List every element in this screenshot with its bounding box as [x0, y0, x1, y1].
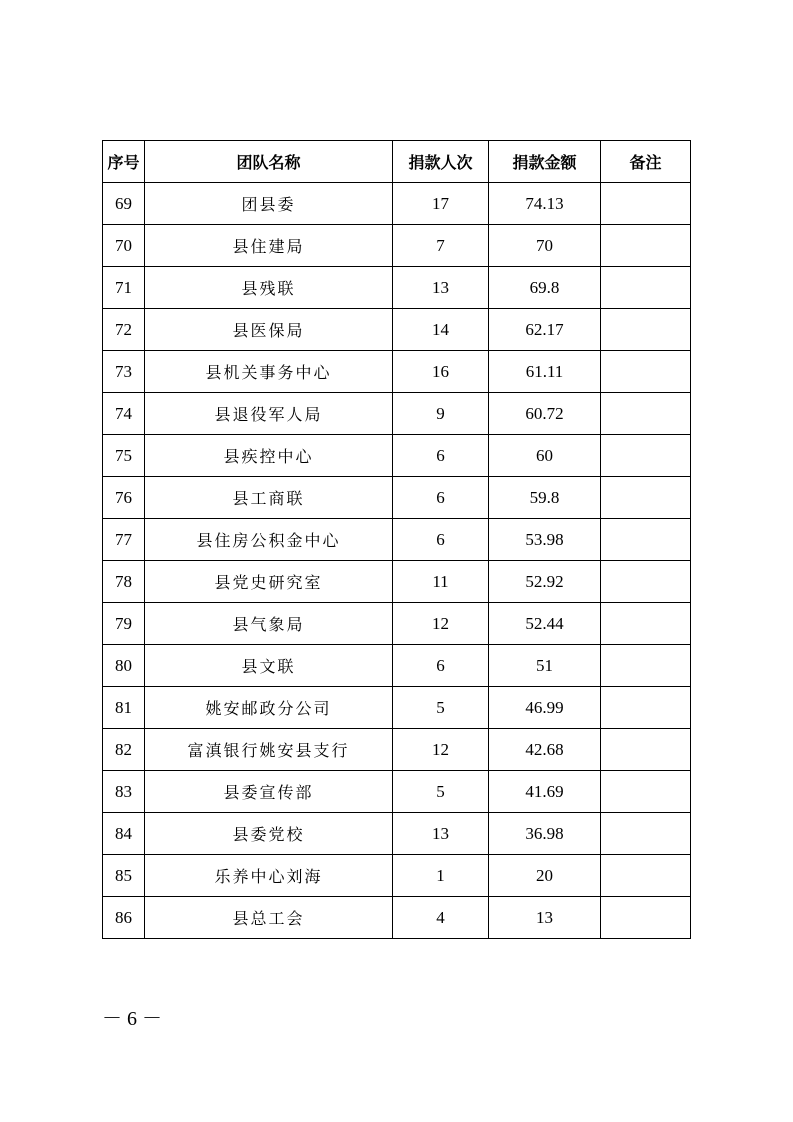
cell-donor-count: 6: [393, 645, 489, 687]
cell-donation-amount: 74.13: [489, 183, 601, 225]
cell-team-name: 县委宣传部: [145, 771, 393, 813]
cell-team-name: 县住房公积金中心: [145, 519, 393, 561]
cell-note: [601, 687, 691, 729]
cell-donor-count: 6: [393, 477, 489, 519]
header-donation-amount: 捐款金额: [489, 141, 601, 183]
cell-team-name: 县委党校: [145, 813, 393, 855]
cell-team-name: 乐养中心刘海: [145, 855, 393, 897]
cell-index: 79: [103, 603, 145, 645]
cell-team-name: 县党史研究室: [145, 561, 393, 603]
cell-note: [601, 729, 691, 771]
cell-donation-amount: 20: [489, 855, 601, 897]
cell-index: 75: [103, 435, 145, 477]
table-row: [103, 225, 691, 267]
cell-team-name: 县医保局: [145, 309, 393, 351]
cell-donor-count: 4: [393, 897, 489, 939]
cell-team-name: 县住建局: [145, 225, 393, 267]
table-row: [103, 267, 691, 309]
cell-index: 85: [103, 855, 145, 897]
cell-note: [601, 183, 691, 225]
cell-donation-amount: 36.98: [489, 813, 601, 855]
table-row: [103, 687, 691, 729]
cell-team-name: 县残联: [145, 267, 393, 309]
cell-note: [601, 603, 691, 645]
cell-note: [601, 351, 691, 393]
cell-donor-count: 12: [393, 603, 489, 645]
cell-note: [601, 855, 691, 897]
cell-donation-amount: 13: [489, 897, 601, 939]
cell-team-name: 县工商联: [145, 477, 393, 519]
table-row: [103, 309, 691, 351]
cell-index: 69: [103, 183, 145, 225]
cell-team-name: 县机关事务中心: [145, 351, 393, 393]
cell-note: [601, 225, 691, 267]
table-header-row: [103, 141, 691, 183]
cell-index: 84: [103, 813, 145, 855]
header-index: 序号: [103, 141, 145, 183]
cell-note: [601, 435, 691, 477]
cell-donation-amount: 69.8: [489, 267, 601, 309]
cell-team-name: 富滇银行姚安县支行: [145, 729, 393, 771]
cell-donation-amount: 61.11: [489, 351, 601, 393]
table-row: [103, 351, 691, 393]
cell-donor-count: 9: [393, 393, 489, 435]
table-row: [103, 855, 691, 897]
cell-donor-count: 5: [393, 771, 489, 813]
cell-donation-amount: 41.69: [489, 771, 601, 813]
cell-donation-amount: 46.99: [489, 687, 601, 729]
cell-index: 78: [103, 561, 145, 603]
cell-donation-amount: 42.68: [489, 729, 601, 771]
cell-note: [601, 771, 691, 813]
cell-donor-count: 14: [393, 309, 489, 351]
cell-donation-amount: 52.44: [489, 603, 601, 645]
cell-note: [601, 645, 691, 687]
cell-index: 82: [103, 729, 145, 771]
table-row: [103, 813, 691, 855]
table-row: [103, 519, 691, 561]
cell-donation-amount: 60.72: [489, 393, 601, 435]
page-number: － 6 －: [102, 1008, 162, 1030]
cell-team-name: 县疾控中心: [145, 435, 393, 477]
cell-donor-count: 16: [393, 351, 489, 393]
table-row: [103, 561, 691, 603]
cell-note: [601, 897, 691, 939]
cell-index: 77: [103, 519, 145, 561]
cell-donor-count: 5: [393, 687, 489, 729]
cell-team-name: 县文联: [145, 645, 393, 687]
cell-index: 86: [103, 897, 145, 939]
cell-donation-amount: 60: [489, 435, 601, 477]
cell-index: 83: [103, 771, 145, 813]
cell-donor-count: 12: [393, 729, 489, 771]
table-row: [103, 645, 691, 687]
cell-team-name: 县气象局: [145, 603, 393, 645]
donation-table: [102, 140, 691, 939]
cell-note: [601, 393, 691, 435]
table-body: [103, 183, 691, 939]
cell-donation-amount: 53.98: [489, 519, 601, 561]
cell-team-name: 团县委: [145, 183, 393, 225]
cell-index: 70: [103, 225, 145, 267]
cell-index: 71: [103, 267, 145, 309]
table-row: [103, 729, 691, 771]
cell-note: [601, 519, 691, 561]
cell-team-name: 县退役军人局: [145, 393, 393, 435]
cell-note: [601, 813, 691, 855]
table-row: [103, 435, 691, 477]
cell-index: 74: [103, 393, 145, 435]
cell-donor-count: 13: [393, 267, 489, 309]
table-row: [103, 183, 691, 225]
cell-donor-count: 6: [393, 519, 489, 561]
cell-donor-count: 13: [393, 813, 489, 855]
cell-index: 81: [103, 687, 145, 729]
cell-index: 80: [103, 645, 145, 687]
cell-index: 72: [103, 309, 145, 351]
cell-team-name: 县总工会: [145, 897, 393, 939]
cell-donor-count: 17: [393, 183, 489, 225]
cell-donation-amount: 70: [489, 225, 601, 267]
cell-note: [601, 561, 691, 603]
table-row: [103, 477, 691, 519]
cell-donor-count: 1: [393, 855, 489, 897]
header-team-name: 团队名称: [145, 141, 393, 183]
cell-donation-amount: 51: [489, 645, 601, 687]
cell-note: [601, 267, 691, 309]
cell-team-name: 姚安邮政分公司: [145, 687, 393, 729]
header-donor-count: 捐款人次: [393, 141, 489, 183]
header-note: 备注: [601, 141, 691, 183]
cell-donor-count: 6: [393, 435, 489, 477]
table-row: [103, 771, 691, 813]
cell-donation-amount: 62.17: [489, 309, 601, 351]
table-row: [103, 603, 691, 645]
cell-index: 73: [103, 351, 145, 393]
cell-donor-count: 7: [393, 225, 489, 267]
cell-note: [601, 309, 691, 351]
cell-donation-amount: 59.8: [489, 477, 601, 519]
cell-note: [601, 477, 691, 519]
cell-donor-count: 11: [393, 561, 489, 603]
table-row: [103, 897, 691, 939]
cell-donation-amount: 52.92: [489, 561, 601, 603]
table-row: [103, 393, 691, 435]
cell-index: 76: [103, 477, 145, 519]
